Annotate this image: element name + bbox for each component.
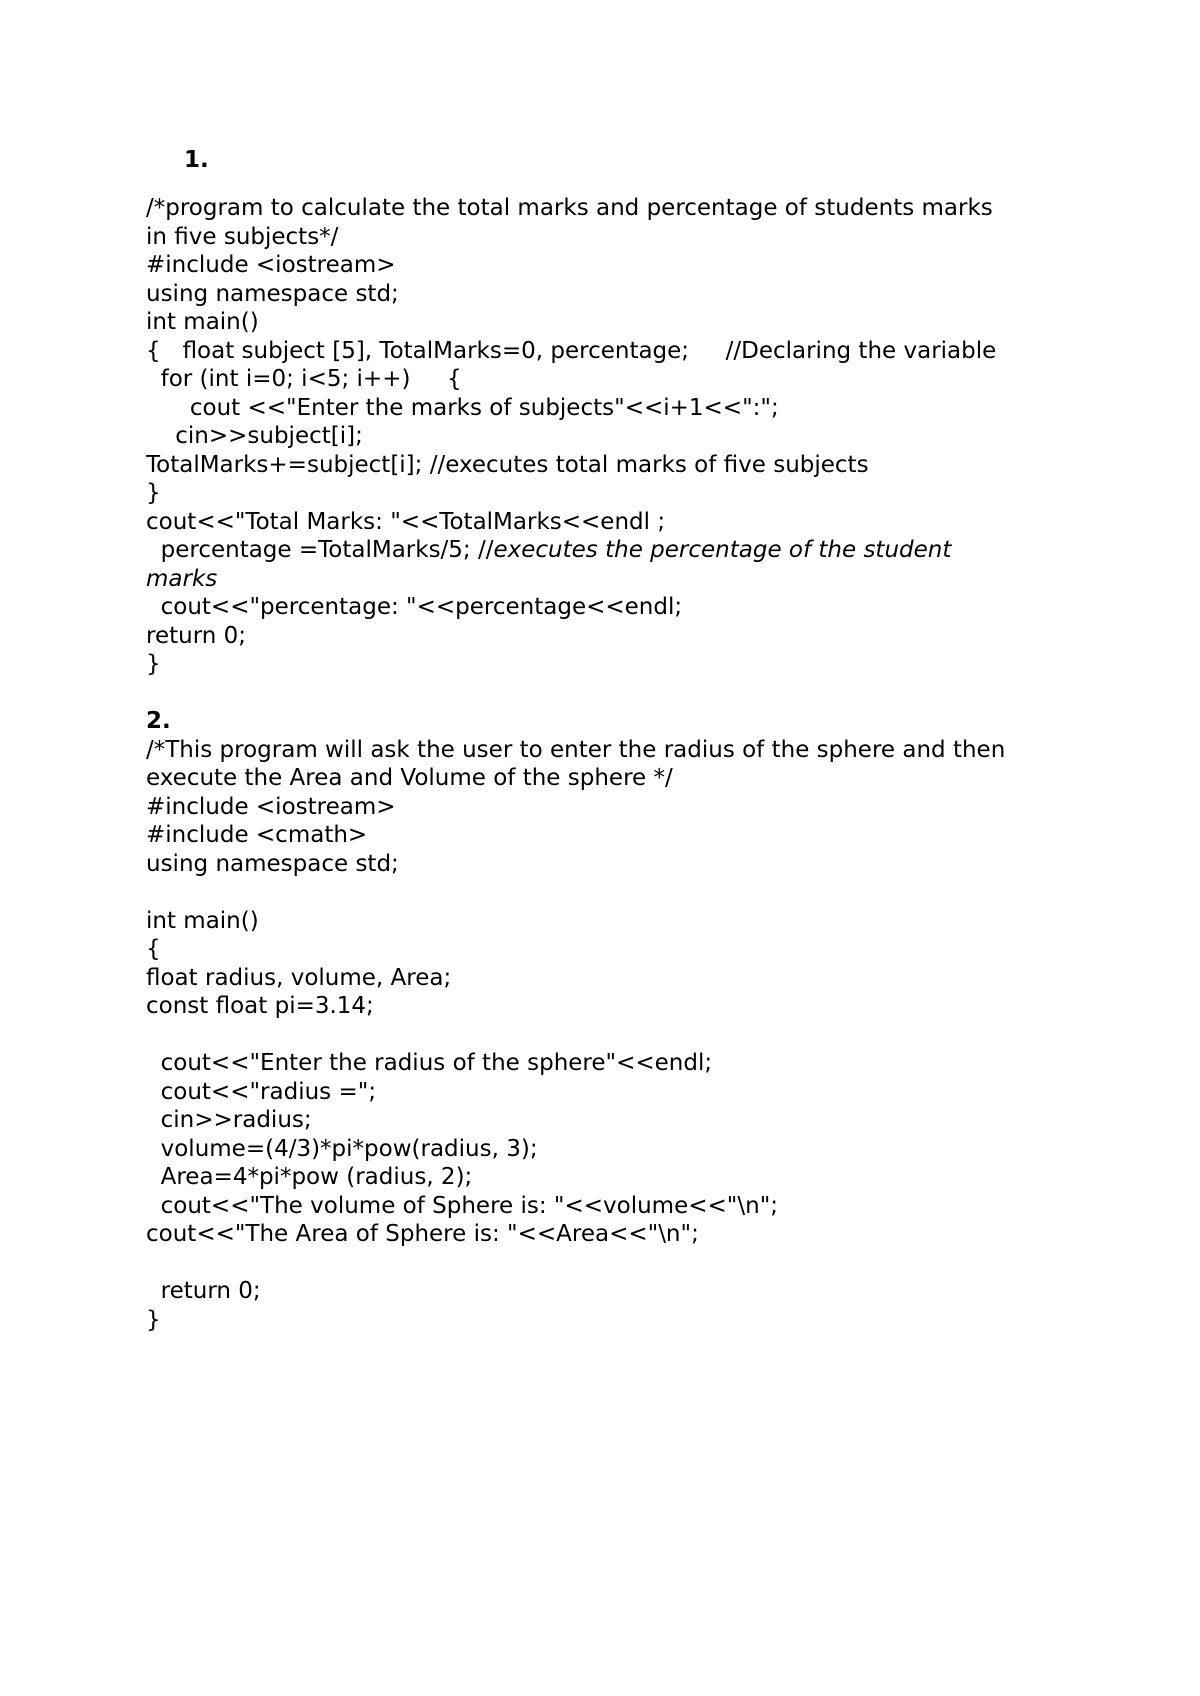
code-line: using namespace std; [146,850,399,877]
code-line: float radius, volume, Area; [146,964,452,991]
blank-line [146,878,1005,907]
code-line: { float subject [5], TotalMarks=0, percentage; //Declaring the variable [146,337,997,364]
code-line: return 0; [146,1278,261,1304]
section-2-number: 2. [146,708,171,734]
section-1-number: 1. [184,147,209,173]
code-line: int main() [146,309,259,335]
code-line: { [146,936,161,962]
code-line: TotalMarks+=subject[i]; //executes total marks of five subjects [146,451,869,478]
code-line: #include <iostream> [146,252,396,278]
code-line: #include <cmath> [146,822,368,848]
section-1-code [146,194,996,679]
code-line: volume=(4/3)*pi*pow(radius, 3); [146,1135,538,1162]
code-line: execute the Area and Volume of the sphere */ [146,765,673,791]
code-line: cout<<"Enter the radius of the sphere"<<endl; [146,1050,713,1076]
code-line: cout<<"Total Marks: "<<TotalMarks<<endl ; [146,508,666,535]
code-line: cout<<"radius ="; [146,1078,377,1105]
code-line: return 0; [146,622,247,649]
code-line: for (int i=0; i<5; i++) { [146,366,462,392]
code-line: #include <iostream> [146,793,396,820]
blank-line [146,1249,1005,1278]
code-line: cout<<"percentage: "<<percentage<<endl; [146,594,683,620]
blank-line [146,1021,1005,1050]
code-line: Area=4*pi*pow (radius, 2); [146,1164,473,1190]
section-2-code [146,707,1005,1334]
code-line: in five subjects*/ [146,223,339,250]
code-line: cin>>radius; [146,1107,312,1133]
code-line: /*This program will ask the user to enter the radius of the sphere and then [146,736,1006,763]
code-line: /*program to calculate the total marks and percentage of students marks [146,195,993,221]
code-line: cout<<"The Area of Sphere is: "<<Area<<"\n"; [146,1221,699,1247]
code-line: using namespace std; [146,280,399,307]
code-line: } [146,1306,161,1333]
code-line: cout<<"The volume of Sphere is: "<<volume<<"\n"; [146,1192,779,1219]
code-comment: executes the percentage of the student [493,537,952,563]
code-line: cout <<"Enter the marks of subjects"<<i+1<<":"; [146,394,779,421]
code-line: const float pi=3.14; [146,993,374,1019]
code-comment-continued: marks [146,565,218,592]
code-line: } [146,651,161,677]
code-line: } [146,480,161,506]
code-line: int main() [146,907,259,934]
code-line-percentage [146,536,996,565]
code-line: cin>>subject[i]; [146,423,363,449]
code-text: percentage =TotalMarks/5; // [146,537,494,563]
